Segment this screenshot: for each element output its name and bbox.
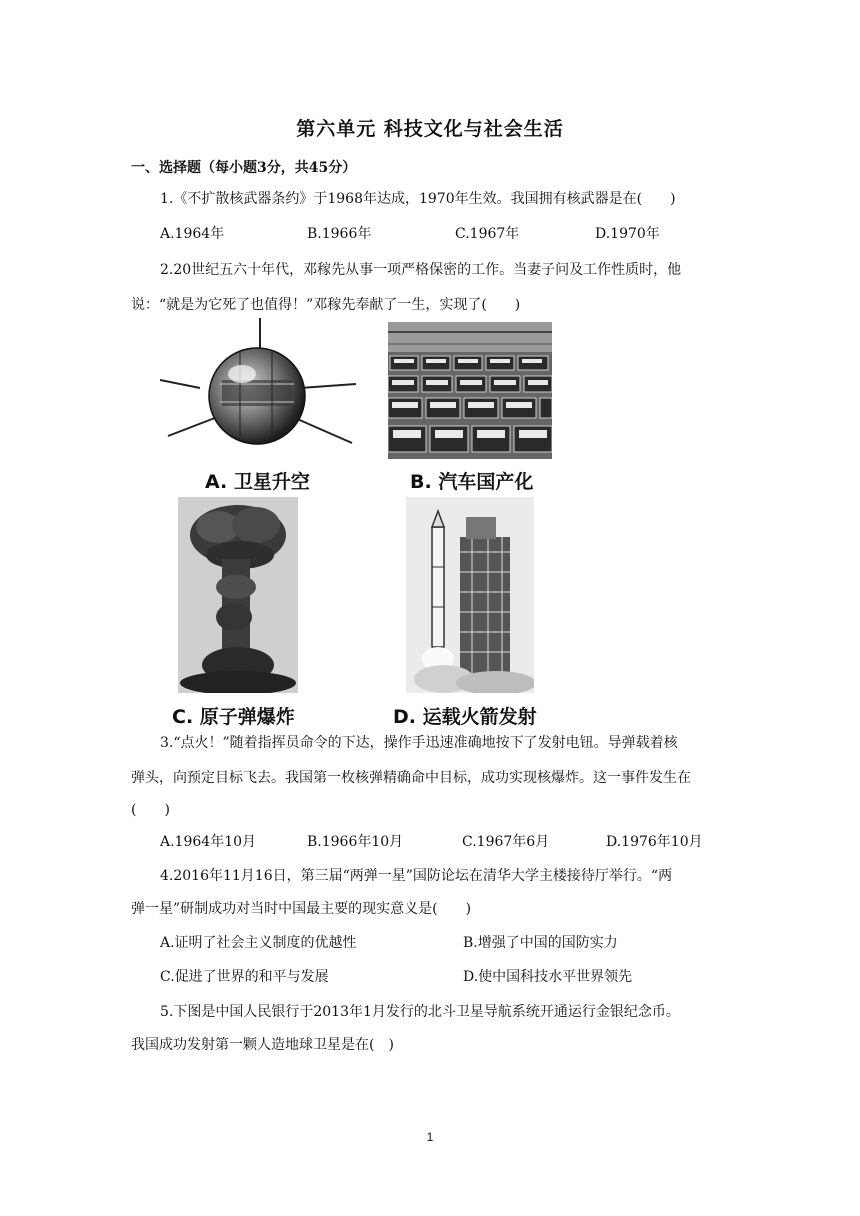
q1-option-b: B.1966年 [307,226,372,242]
section-heading: 一、选择题（每小题3分，共45分） [131,160,357,176]
page-number: 1 [426,1130,434,1144]
question-2-stem-line1: 2.20世纪五六十年代，邓稼先从事一项严格保密的工作。当妻子问及工作性质时，他 [160,262,682,278]
q1-option-c: C.1967年 [455,226,520,242]
satellite-image [160,318,358,460]
question-4-stem-line2: 弹一星”研制成功对当时中国最主要的现实意义是( ) [131,901,472,917]
q1-option-a: A.1964年 [160,226,225,242]
mushroom-cloud-image [178,497,298,693]
question-5-stem-line1: 5.下图是中国人民银行于2013年1月发行的北斗卫星导航系统开通运行金银纪念币。 [160,1004,680,1020]
caption-d: D. 运载火箭发射 [393,706,537,728]
question-5-stem-line2: 我国成功发射第一颗人造地球卫星是在( ) [131,1037,394,1053]
caption-b: B. 汽车国产化 [410,471,534,493]
q4-option-d: D.使中国科技水平世界领先 [463,969,633,985]
q4-option-c: C.促进了世界的和平与发展 [160,969,329,985]
question-3-stem-line2: 弹头，向预定目标飞去。我国第一枚核弹精确命中目标，成功实现核爆炸。这一事件发生在 [131,770,691,786]
caption-c: C. 原子弹爆炸 [172,706,295,728]
q3-option-d: D.1976年10月 [606,834,703,850]
caption-a: A. 卫星升空 [205,471,310,493]
question-3-stem-line1: 3.“点火！”随着指挥员命令的下达，操作手迅速准确地按下了发射电钮。导弹载着核 [160,735,678,751]
car-factory-image [388,322,552,459]
question-3-stem-line3: ( ) [131,802,170,818]
question-4-stem-line1: 4.2016年11月16日，第三届“两弹一星”国防论坛在清华大学主楼接待厅举行。“两 [160,868,673,884]
rocket-launch-image [406,497,534,693]
question-1-stem: 1.《不扩散核武器条约》于1968年达成，1970年生效。我国拥有核武器是在( ) [160,191,676,207]
q4-option-a: A.证明了社会主义制度的优越性 [160,935,357,951]
q3-option-b: B.1966年10月 [307,834,404,850]
q3-option-c: C.1967年6月 [462,834,550,850]
q4-option-b: B.增强了中国的国防实力 [463,935,618,951]
page-title: 第六单元 科技文化与社会生活 [296,118,564,140]
question-2-stem-line2: 说：“就是为它死了也值得！”邓稼先奉献了一生，实现了( ) [131,297,521,313]
q3-option-a: A.1964年10月 [160,834,257,850]
q1-option-d: D.1970年 [595,226,660,242]
